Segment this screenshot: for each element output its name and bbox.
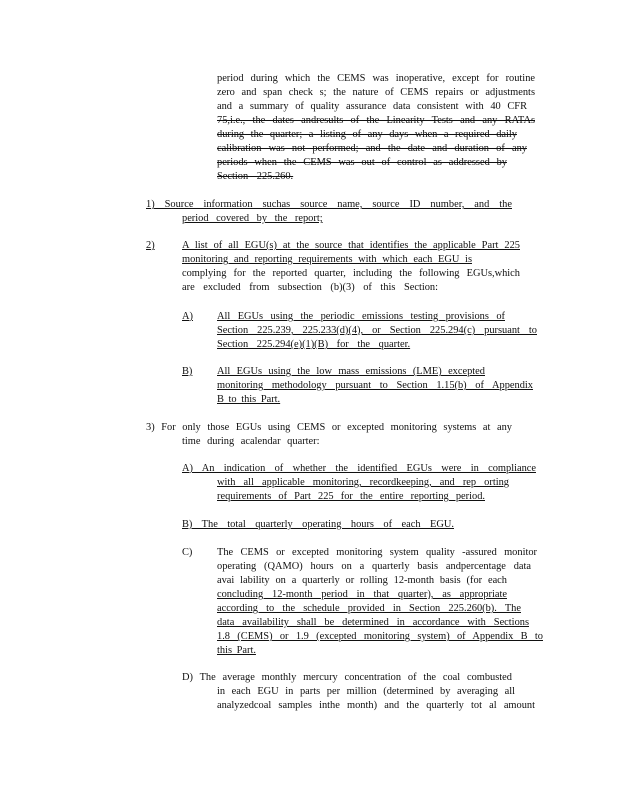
item-3c-line: avai lability on a quarterly or rolling 12-month basis (for each (217, 575, 507, 586)
item-3a-line: with all applicable monitoring, recordkeeping, and rep orting (217, 477, 509, 488)
struck-line: periods when the CEMS was out of control as addressed by (217, 157, 507, 168)
item-1-line: period covered by the report; (182, 213, 323, 224)
item-3-line: 3) For only those EGUs using CEMS or excepted monitoring systems at any (146, 422, 512, 433)
item-1-line: 1) Source information suchas source name, source ID number, and the (146, 199, 512, 210)
item-2-line: complying for the reported quarter, including the following EGUs,which (182, 268, 520, 279)
item-2-line: are excluded from subsection (b)(3) of this Section: (182, 282, 438, 293)
item-3d-line: in each EGU in parts per million (determined by averaging all (217, 686, 515, 697)
struck-line: 75,i.e., the dates andresults of the Linearity Tests and any RATAs (217, 115, 535, 126)
item-3-line: time during acalendar quarter: (182, 436, 320, 447)
item-3c-line: operating (QAMO) hours on a quarterly basis andpercentage data (217, 561, 531, 572)
item-3d-line: analyzedcoal samples inthe month) and the quarterly tot al amount (217, 700, 535, 711)
item-3c-line: The CEMS or excepted monitoring system quality -assured monitor (217, 547, 537, 558)
item-3b-line: B) The total quarterly operating hours of each EGU. (182, 519, 454, 530)
item-3d-line: D) The average monthly mercury concentration of the coal combusted (182, 672, 512, 683)
item-3c-line: concluding 12-month period in that quarter), as appropriate (217, 589, 507, 600)
item-2b-label: B) (182, 366, 193, 377)
item-2a-line: Section 225.294(e)(1)(B) for the quarter. (217, 339, 411, 350)
item-2b-line: monitoring methodology pursuant to Section 1.15(b) of Appendix (217, 380, 533, 391)
item-3a-line: requirements of Part 225 for the entire reporting period. (217, 491, 485, 502)
item-2a-label: A) (182, 311, 193, 322)
item-2-line: monitoring and reporting requirements with which each EGU is (182, 254, 472, 265)
item-2b-line: All EGUs using the low mass emissions (LME) excepted (217, 366, 485, 377)
struck-line: during the quarter; a listing of any days when a required daily (217, 129, 517, 140)
item-3c-line: this Part. (217, 645, 256, 656)
item-2a-line: All EGUs using the periodic emissions testing provisions of (217, 311, 505, 322)
struck-line: Section 225.260. (217, 171, 294, 182)
item-2b-line: B to this Part. (217, 394, 281, 405)
item-3c-line: 1.8 (CEMS) or 1.9 (excepted monitoring system) of Appendix B to (217, 631, 543, 642)
paragraph-line: period during which the CEMS was inoperative, except for routine (217, 73, 535, 84)
paragraph-line: zero and span check s; the nature of CEMS repairs or adjustments (217, 87, 535, 98)
item-3a-line: A) An indication of whether the identified EGUs were in compliance (182, 463, 536, 474)
item-3c-line: according to the schedule provided in Section 225.260(b). The (217, 603, 521, 614)
struck-line: calibration was not performed; and the date and duration of any (217, 143, 527, 154)
item-2a-line: Section 225.239, 225.233(d)(4), or Section 225.294(c) pursuant to (217, 325, 537, 336)
item-3c-label: C) (182, 547, 193, 558)
item-3c-line: data availability shall be determined in accordance with Sections (217, 617, 529, 628)
item-2-line: A list of all EGU(s) at the source that identifies the applicable Part 225 (182, 240, 520, 251)
item-2-label: 2) (146, 240, 155, 251)
paragraph-line: and a summary of quality assurance data consistent with 40 CFR (217, 101, 527, 112)
